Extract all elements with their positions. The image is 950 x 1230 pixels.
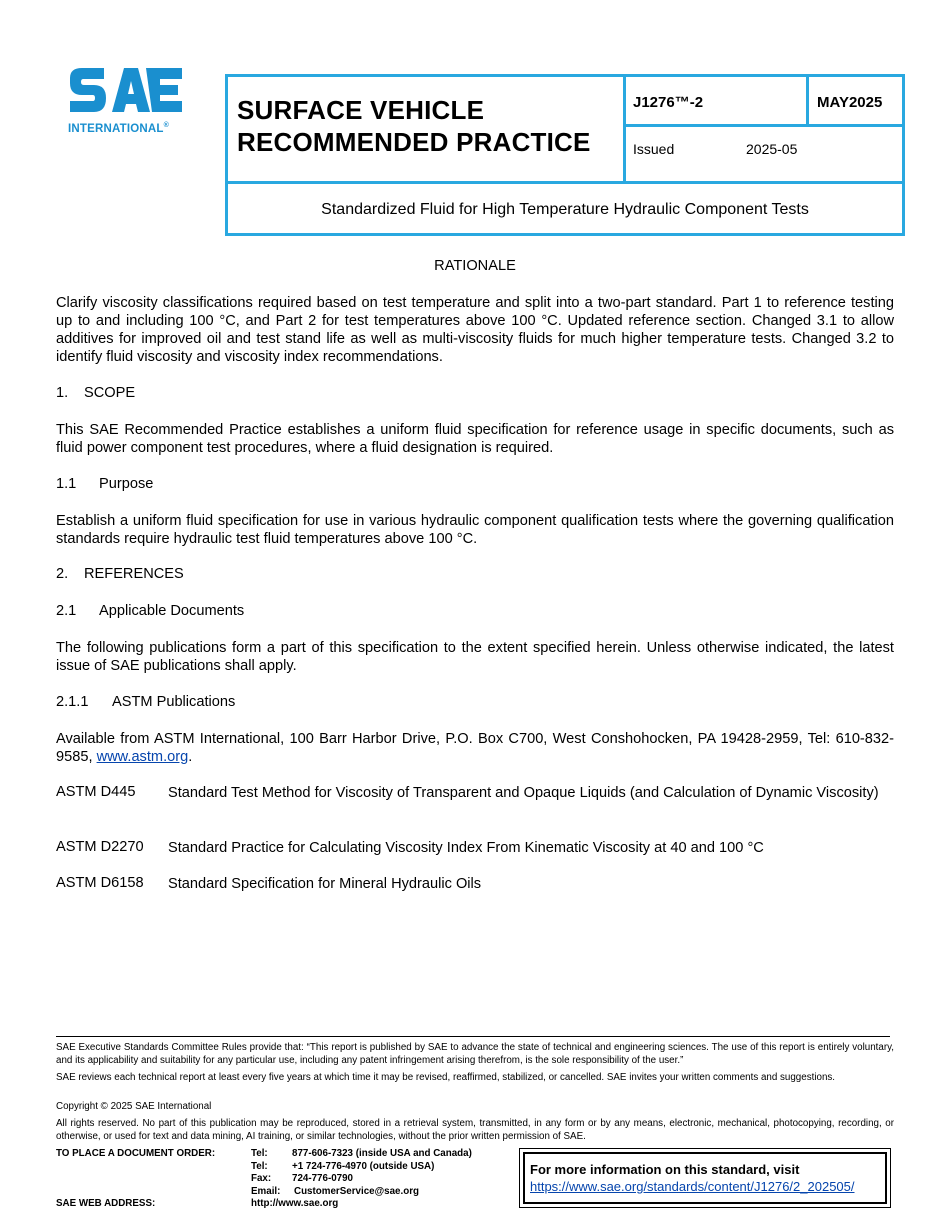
section-astm-heading: 2.1.1 ASTM Publications <box>56 694 236 710</box>
header-divider <box>225 181 905 184</box>
standard-link[interactable]: https://www.sae.org/standards/content/J1276/2_202505/ <box>530 1179 855 1194</box>
reference-code: ASTM D445 <box>56 784 136 800</box>
reference-code: ASTM D2270 <box>56 839 144 855</box>
info-title: For more information on this standard, visit <box>530 1162 800 1177</box>
issued-date: 2025-05 <box>746 141 798 157</box>
reference-title: Standard Practice for Calculating Viscosity Index From Kinematic Viscosity at 40 and 100 °C <box>168 840 764 856</box>
header-divider <box>806 74 809 126</box>
rationale-heading: RATIONALE <box>434 258 516 274</box>
contact-label: Email: <box>251 1186 281 1197</box>
astm-link[interactable]: www.astm.org <box>96 749 189 765</box>
logo-wordmark: INTERNATIONAL® <box>68 122 170 135</box>
rationale-text: Clarify viscosity classifications required based on test temperature and split into a two-part standard. Part 1 to reference testing up to and including 100 °C, and Part 2 for test temperatures above 100 °C. Updated reference section. Changed 3.1 to allow additives for improved oil and test stand life as well as multi-viscosity fluids for much higher temperature tests. Changed 3.2 to identify fluid viscosity and viscosity index recommendations. <box>56 295 894 365</box>
contact-label: Tel: <box>251 1161 268 1172</box>
footer-rules-text: SAE Executive Standards Committee Rules provide that: “This report is published by SAE to advance the state of technical and engineering sciences. The use of this report is entirely voluntary, and its applicability and suitability for any particular use, including any patent infringement arising therefrom, is the sole responsibility of the user.” <box>56 1042 894 1066</box>
contact-value: 877-606-7323 (inside USA and Canada) <box>292 1148 472 1159</box>
contact-value: 724-776-0790 <box>292 1173 354 1184</box>
reference-title: Standard Specification for Mineral Hydraulic Oils <box>168 876 482 892</box>
section-purpose-heading: 1.1 Purpose <box>56 476 154 492</box>
reference-title: Standard Test Method for Viscosity of Transparent and Opaque Liquids (and Calculation of Dynamic Viscosity) <box>168 785 879 801</box>
footer-rule <box>56 1036 890 1037</box>
web-address[interactable]: http://www.sae.org <box>251 1198 339 1209</box>
web-label: SAE WEB ADDRESS: <box>56 1198 156 1209</box>
contact-label: Tel: <box>251 1148 268 1159</box>
header-divider <box>623 74 626 184</box>
order-label: TO PLACE A DOCUMENT ORDER: <box>56 1148 216 1159</box>
document-subtitle: Standardized Fluid for High Temperature Hydraulic Component Tests <box>321 201 809 218</box>
scope-text: This SAE Recommended Practice establishes a uniform fluid specification for reference usage in specific documents, such as fluid power component test procedures, where a fluid designation is required. <box>56 422 894 456</box>
section-references-heading: 2. REFERENCES <box>56 566 184 582</box>
document-date: MAY2025 <box>817 94 883 111</box>
reference-code: ASTM D6158 <box>56 875 144 891</box>
document-number: J1276™-2 <box>633 94 704 111</box>
contact-email: CustomerService@sae.org <box>294 1186 419 1197</box>
issued-label: Issued <box>633 141 675 157</box>
contact-value: +1 724-776-4970 (outside USA) <box>292 1161 435 1172</box>
footer-rights-text: All rights reserved. No part of this publication may be reproduced, stored in a retrieval system, transmitted, in any form or by any means, electronic, mechanical, photocopying, recording, or otherwise, or used for text and data mining, AI training, or similar technologies, without the prior written permission of SAE. <box>56 1118 894 1142</box>
header-divider <box>623 124 905 127</box>
footer-copyright: Copyright © 2025 SAE International <box>56 1101 212 1112</box>
info-box <box>523 1152 887 1204</box>
contact-label: Fax: <box>251 1173 272 1184</box>
document-type-title: SURFACE VEHICLE RECOMMENDED PRACTICE <box>237 95 591 157</box>
section-scope-heading: 1. SCOPE <box>56 385 136 401</box>
astm-availability-text: Available from ASTM International, 100 Barr Harbor Drive, P.O. Box C700, West Conshohocken, PA 19428-2959, Tel: 610-832-9585, www.astm.org. <box>56 731 894 765</box>
footer-review-text: SAE reviews each technical report at least every five years at which time it may be revised, reaffirmed, stabilized, or cancelled. SAE invites your written comments and suggestions. <box>56 1072 836 1083</box>
applicable-text: The following publications form a part of this specification to the extent specified herein. Unless otherwise indicated, the latest issue of SAE publications shall apply. <box>56 640 894 674</box>
purpose-text: Establish a uniform fluid specification for use in various hydraulic component qualification tests where the governing qualification standards require hydraulic test fluid temperatures above 100 °C. <box>56 513 894 547</box>
section-applicable-heading: 2.1 Applicable Documents <box>56 603 245 619</box>
